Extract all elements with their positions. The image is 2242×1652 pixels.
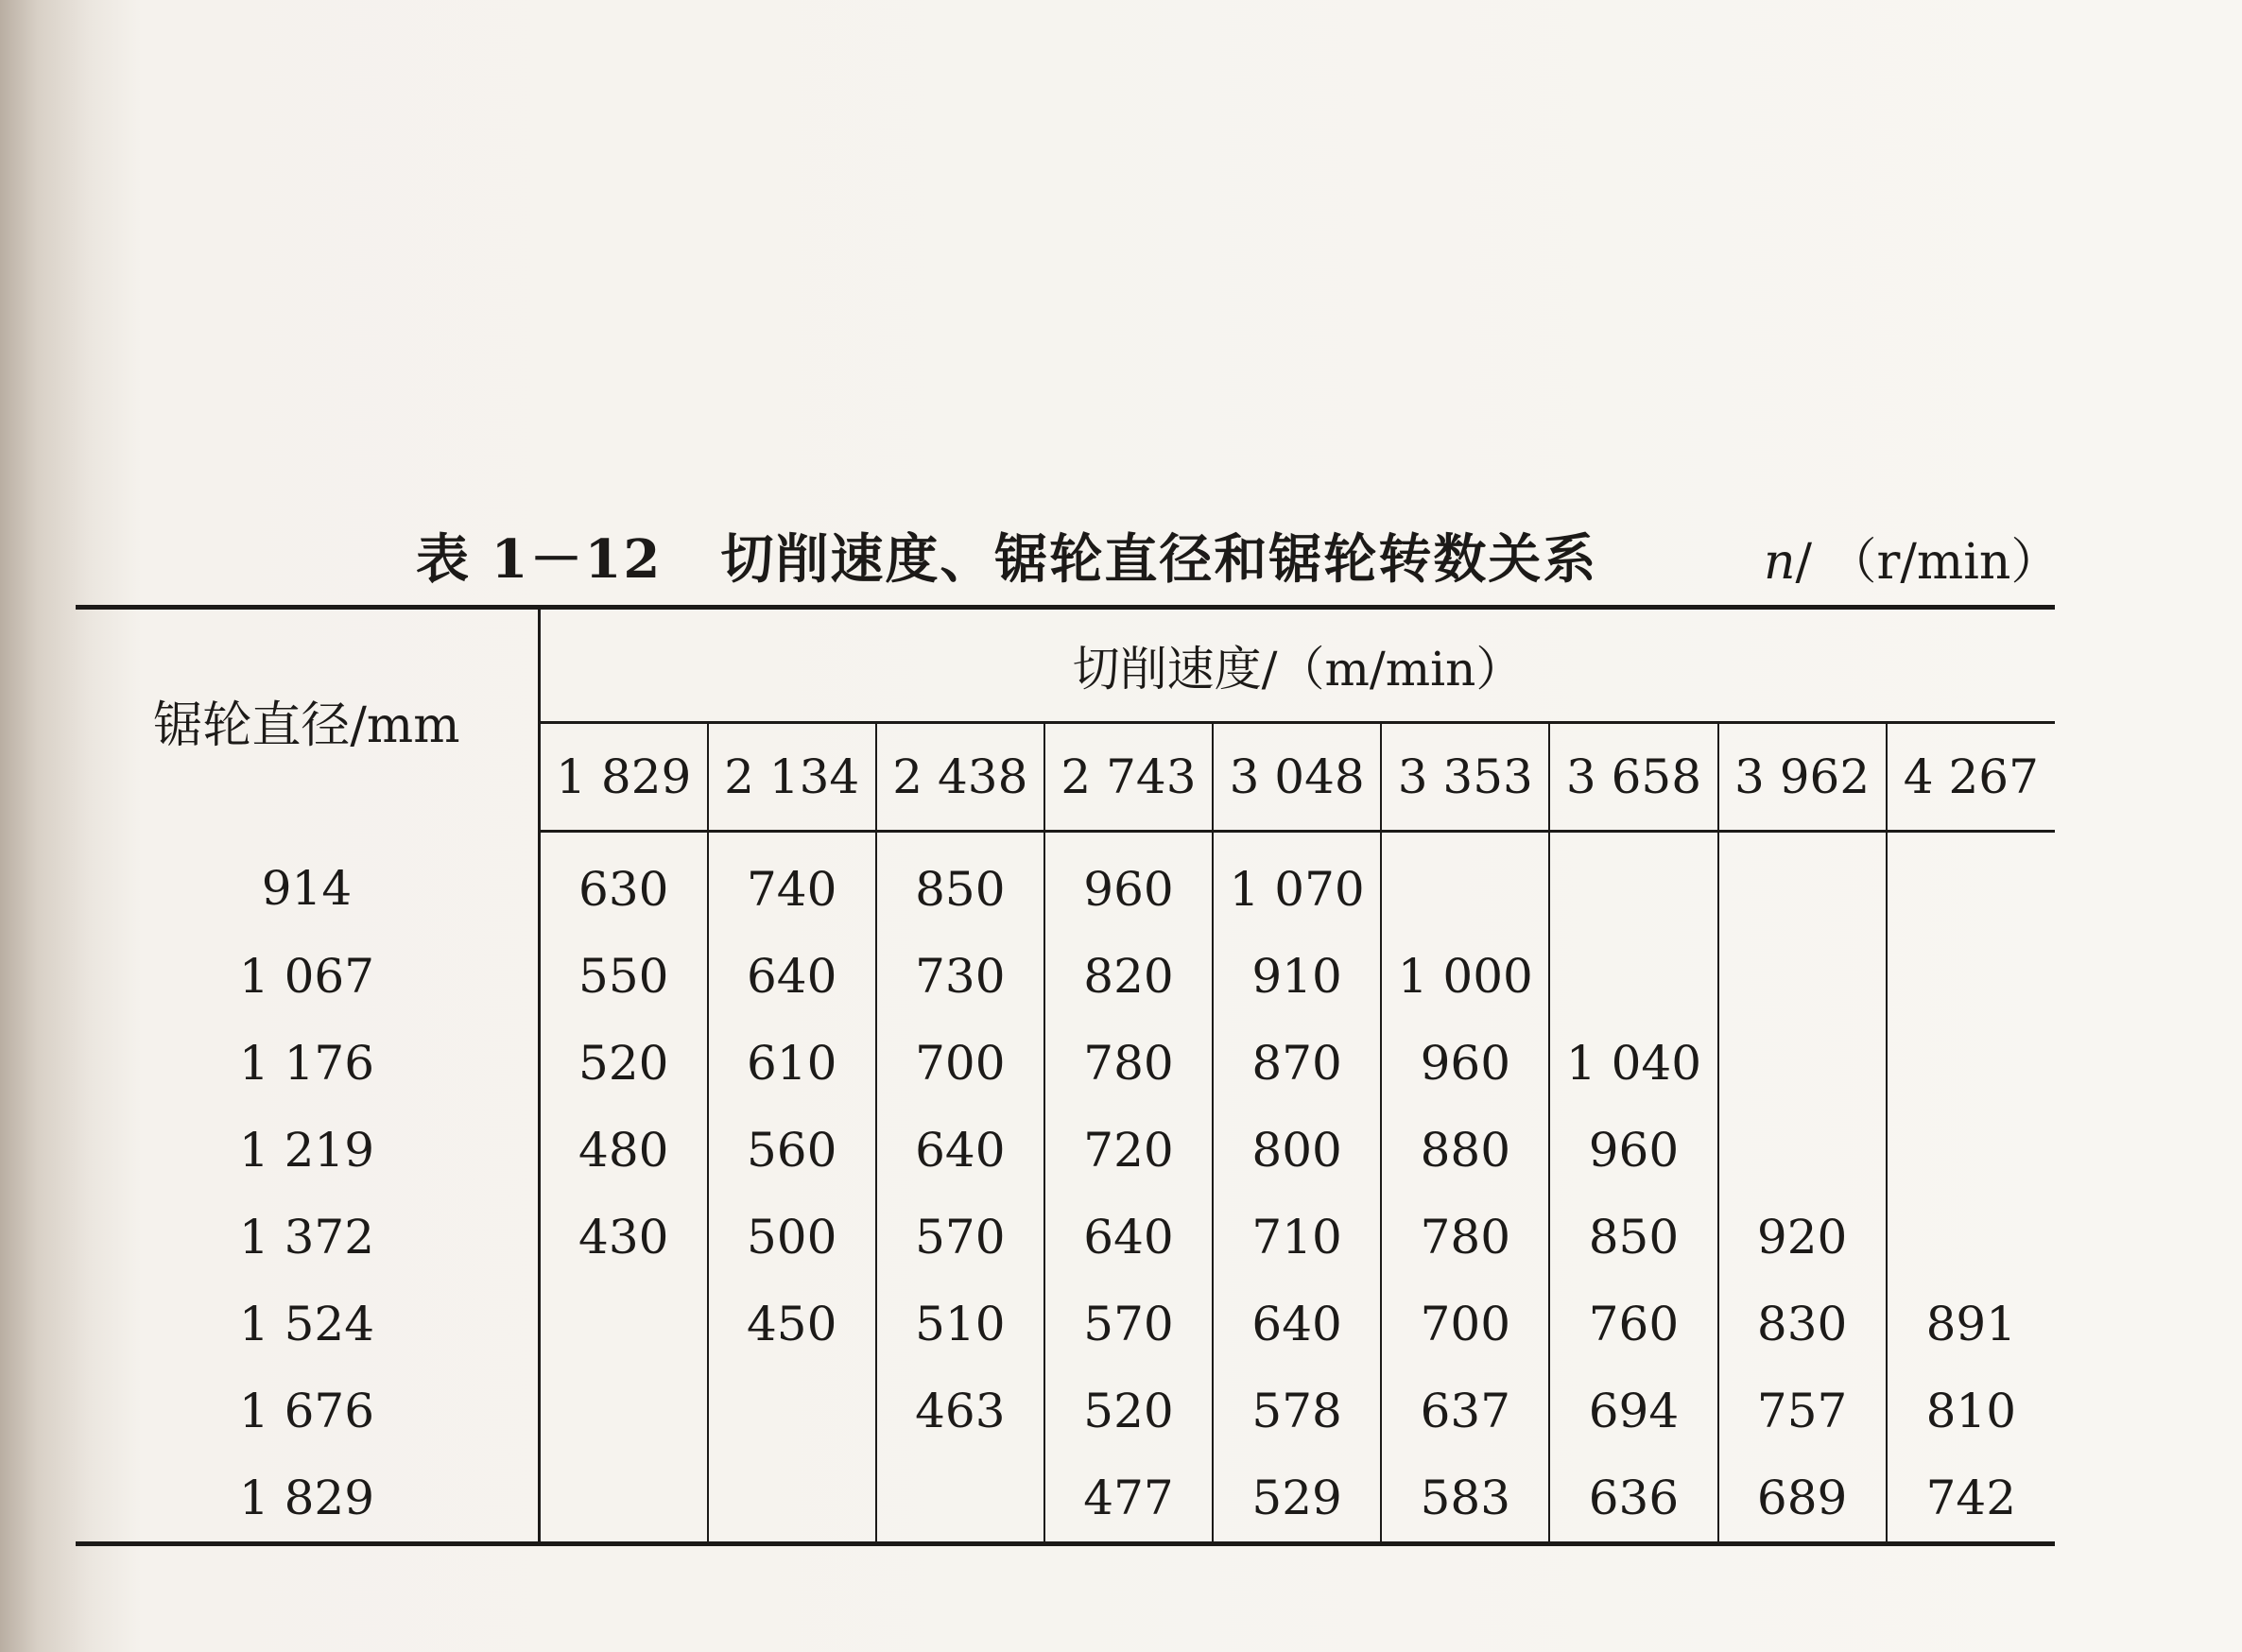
rpm-cell: 550 xyxy=(539,933,707,1020)
rpm-cell: 1 040 xyxy=(1549,1020,1717,1107)
rpm-cell xyxy=(876,1454,1044,1544)
rpm-cell: 757 xyxy=(1718,1368,1887,1454)
rpm-cell: 529 xyxy=(1213,1454,1381,1544)
table-row xyxy=(76,1368,2055,1454)
rpm-cell: 637 xyxy=(1381,1368,1549,1454)
rpm-cell xyxy=(708,1454,876,1544)
table-body xyxy=(76,832,2055,1544)
rpm-cell: 710 xyxy=(1213,1194,1381,1281)
rpm-cell: 1 000 xyxy=(1381,933,1549,1020)
rpm-cell: 920 xyxy=(1718,1194,1887,1281)
unit-text: / （r/min） xyxy=(1795,534,2061,591)
rpm-cell xyxy=(708,1368,876,1454)
rpm-cell: 510 xyxy=(876,1281,1044,1368)
rpm-cell: 430 xyxy=(539,1194,707,1281)
rpm-cell: 640 xyxy=(876,1107,1044,1194)
rpm-cell xyxy=(1718,933,1887,1020)
diameter-column-header: 锯轮直径/mm xyxy=(76,608,539,832)
table-row xyxy=(76,1107,2055,1194)
table-row xyxy=(76,1020,2055,1107)
rpm-cell: 636 xyxy=(1549,1454,1717,1544)
rpm-cell: 520 xyxy=(539,1020,707,1107)
rpm-cell: 560 xyxy=(708,1107,876,1194)
rpm-cell: 640 xyxy=(708,933,876,1020)
table-title-text: 切削速度、锯轮直径和锯轮转数关系 xyxy=(720,528,1598,591)
rpm-cell: 910 xyxy=(1213,933,1381,1020)
rpm-cell: 880 xyxy=(1381,1107,1549,1194)
rpm-cell: 450 xyxy=(708,1281,876,1368)
table-row xyxy=(76,1281,2055,1368)
rpm-cell: 891 xyxy=(1887,1281,2055,1368)
diameter-cell: 1 176 xyxy=(76,1020,539,1107)
unit-symbol: n xyxy=(1764,534,1796,591)
rpm-cell: 463 xyxy=(876,1368,1044,1454)
rpm-cell: 578 xyxy=(1213,1368,1381,1454)
rpm-cell: 570 xyxy=(876,1194,1044,1281)
rpm-cell: 820 xyxy=(1044,933,1213,1020)
speed-header-cell: 2 134 xyxy=(708,723,876,832)
rpm-cell xyxy=(539,1368,707,1454)
rpm-cell: 960 xyxy=(1044,832,1213,934)
rpm-cell: 960 xyxy=(1549,1107,1717,1194)
speed-header-cell: 3 048 xyxy=(1213,723,1381,832)
rpm-cell: 960 xyxy=(1381,1020,1549,1107)
rpm-cell xyxy=(1718,1020,1887,1107)
rpm-cell: 689 xyxy=(1718,1454,1887,1544)
table-caption xyxy=(416,518,1597,594)
rpm-cell xyxy=(1549,933,1717,1020)
rpm-cell: 870 xyxy=(1213,1020,1381,1107)
rpm-cell: 477 xyxy=(1044,1454,1213,1544)
rpm-cell: 700 xyxy=(876,1020,1044,1107)
rpm-cell: 850 xyxy=(1549,1194,1717,1281)
rpm-cell: 480 xyxy=(539,1107,707,1194)
rpm-cell: 760 xyxy=(1549,1281,1717,1368)
rpm-cell xyxy=(1887,933,2055,1020)
rpm-cell: 694 xyxy=(1549,1368,1717,1454)
rpm-cell: 730 xyxy=(876,933,1044,1020)
rpm-cell: 630 xyxy=(539,832,707,934)
diameter-cell: 1 524 xyxy=(76,1281,539,1368)
rpm-cell: 830 xyxy=(1718,1281,1887,1368)
speed-header-cell: 3 962 xyxy=(1718,723,1887,832)
rpm-cell xyxy=(1381,832,1549,934)
rpm-cell xyxy=(1887,1020,2055,1107)
rpm-cell xyxy=(539,1281,707,1368)
rpm-cell xyxy=(1887,1194,2055,1281)
rpm-cell xyxy=(1887,1107,2055,1194)
rpm-cell: 700 xyxy=(1381,1281,1549,1368)
table-row xyxy=(76,1194,2055,1281)
rpm-cell: 780 xyxy=(1044,1020,1213,1107)
rpm-cell: 850 xyxy=(876,832,1044,934)
cutting-speed-header: 切削速度/（m/min） xyxy=(539,608,2055,723)
diameter-cell: 1 219 xyxy=(76,1107,539,1194)
rpm-cell: 1 070 xyxy=(1213,832,1381,934)
rpm-cell: 742 xyxy=(1887,1454,2055,1544)
table-row xyxy=(76,1454,2055,1544)
rpm-cell: 780 xyxy=(1381,1194,1549,1281)
rpm-cell: 520 xyxy=(1044,1368,1213,1454)
rpm-cell xyxy=(1887,832,2055,934)
table-number: 表 1－12 xyxy=(416,528,663,591)
rpm-cell: 740 xyxy=(708,832,876,934)
speed-header-cell: 2 438 xyxy=(876,723,1044,832)
rpm-cell xyxy=(1718,832,1887,934)
table-row xyxy=(76,933,2055,1020)
diameter-cell: 1 829 xyxy=(76,1454,539,1544)
rpm-cell: 800 xyxy=(1213,1107,1381,1194)
rpm-cell xyxy=(539,1454,707,1544)
diameter-cell: 1 676 xyxy=(76,1368,539,1454)
diameter-cell: 914 xyxy=(76,832,539,934)
rpm-cell: 570 xyxy=(1044,1281,1213,1368)
rpm-cell: 810 xyxy=(1887,1368,2055,1454)
speed-header-cell: 2 743 xyxy=(1044,723,1213,832)
rpm-cell xyxy=(1718,1107,1887,1194)
rpm-cell: 640 xyxy=(1044,1194,1213,1281)
rpm-cell: 640 xyxy=(1213,1281,1381,1368)
table-row xyxy=(76,832,2055,934)
rpm-cell: 610 xyxy=(708,1020,876,1107)
diameter-cell: 1 067 xyxy=(76,933,539,1020)
data-table xyxy=(76,605,2055,1546)
speed-header-cell: 1 829 xyxy=(539,723,707,832)
speed-header-cell: 3 353 xyxy=(1381,723,1549,832)
rpm-cell: 720 xyxy=(1044,1107,1213,1194)
unit-label xyxy=(1764,522,2060,593)
diameter-cell: 1 372 xyxy=(76,1194,539,1281)
rpm-cell xyxy=(1549,832,1717,934)
rpm-cell: 500 xyxy=(708,1194,876,1281)
rpm-cell: 583 xyxy=(1381,1454,1549,1544)
speed-header-cell: 3 658 xyxy=(1549,723,1717,832)
speed-header-cell: 4 267 xyxy=(1887,723,2055,832)
